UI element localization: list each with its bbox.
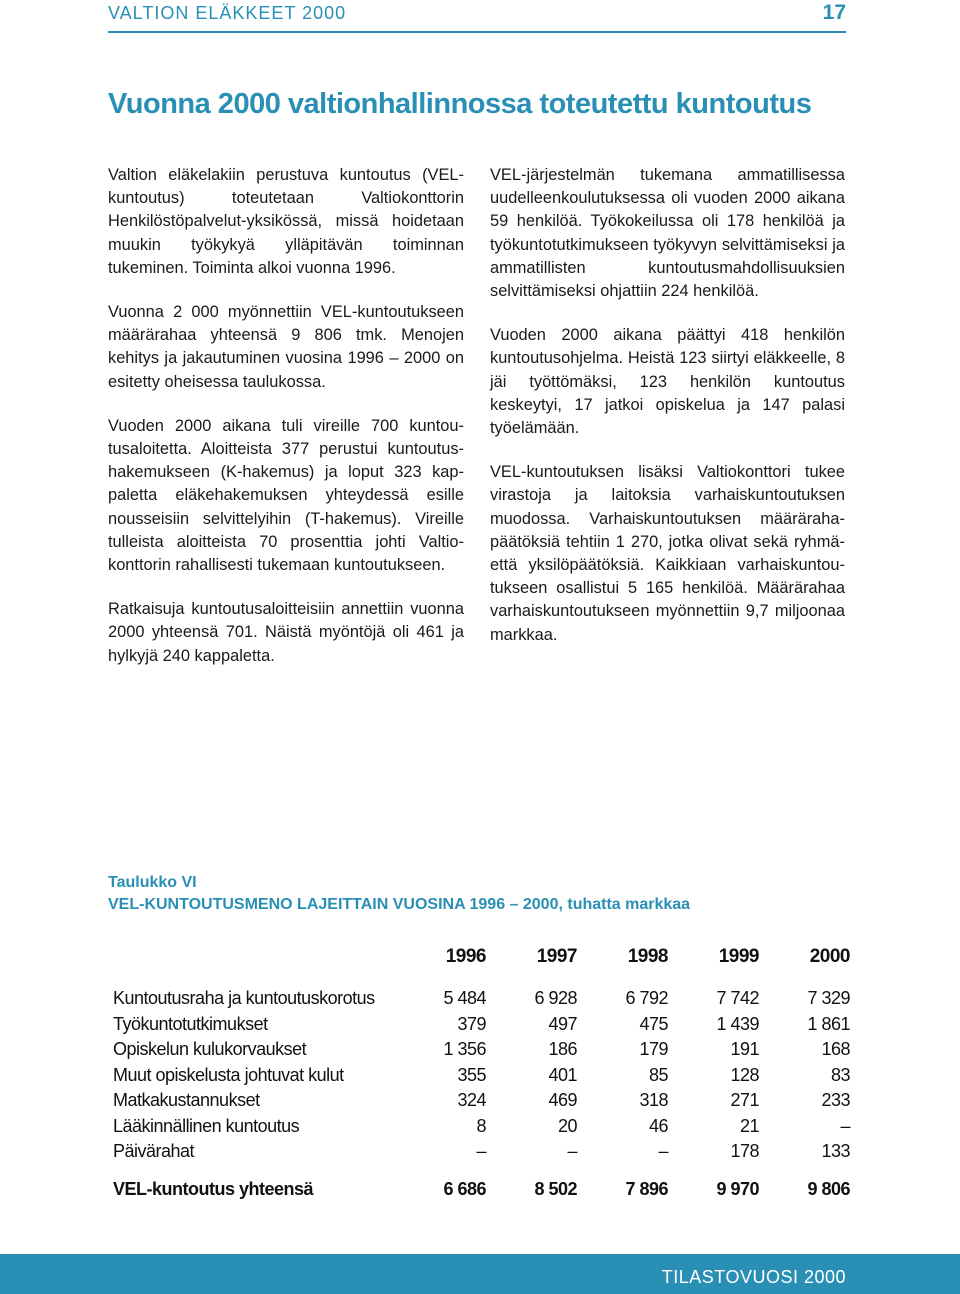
cell-value: 379 xyxy=(457,1013,486,1034)
cell-value: 469 xyxy=(548,1090,577,1111)
table-row xyxy=(113,1088,850,1114)
cell-value: 5 484 xyxy=(443,988,486,1009)
cell-value: 186 xyxy=(548,1039,577,1060)
page-title: Vuonna 2000 valtionhallinnossa toteutettu kuntoutus xyxy=(108,88,812,120)
table-row xyxy=(113,1012,850,1038)
cell-value: 7 896 xyxy=(625,1179,668,1199)
paragraph: Ratkaisuja kuntoutusaloitteisiin annettiin vuonna 2000 yhteensä 701. Näistä myöntöjä oli 461 ja hylkyjä 240 kappaletta. xyxy=(108,600,464,665)
year-header: 1998 xyxy=(627,946,668,967)
row-label: Matkakustannukset xyxy=(113,1090,260,1111)
header-blank xyxy=(113,946,413,980)
cell-value: 7 329 xyxy=(807,988,850,1009)
table-row xyxy=(113,1037,850,1063)
cell-value: 6 686 xyxy=(443,1179,486,1199)
paragraph: Vuonna 2 000 myönnettiin VEL-kuntoutukseen määrärahaa yhteensä 9 806 tmk. Menojen kehitys ja jakautuminen vuosina 1996 – 2000 on esitetty oheisessa taulukossa. xyxy=(108,303,464,391)
paragraph: Vuoden 2000 aikana tuli vireille 700 kuntoutusaloitetta. Aloitteista 377 perustui kuntoutushakemukseen (K-hakemus) ja loput 323 kappaletta eläkehakemuksen yhteydessä esille nousseisiin selvittelyihin (T-hakemus). Vireille tulleista aloitteista 70 prosenttia johti Valtiokonttorin rahallisesti tukemaan kuntoutukseen. xyxy=(108,416,464,575)
row-label: Muut opiskelusta johtuvat kulut xyxy=(113,1064,344,1085)
table-total-row xyxy=(113,1177,850,1203)
row-label: Opiskelun kulukorvaukset xyxy=(113,1039,307,1060)
paragraph: Vuoden 2000 aikana päättyi 418 henkilön kuntoutusohjelma. Heistä 123 siirtyi eläkkeelle, 8 jäi työttömäksi, 123 henkilön kuntoutus keskeytyi, 17 jatkoi opiskelua ja 147 palasi työelämään. xyxy=(490,326,845,438)
left-column xyxy=(108,164,464,689)
row-label: Kuntoutusraha ja kuntoutuskorotus xyxy=(113,988,375,1009)
cell-value: 21 xyxy=(739,1115,759,1136)
table-row xyxy=(113,1139,850,1165)
footer-label: TILASTOVUOSI 2000 xyxy=(661,1267,846,1287)
cell-value: 191 xyxy=(730,1039,759,1060)
cell-value: 7 742 xyxy=(716,988,759,1009)
table-row xyxy=(113,986,850,1012)
cell-value: 85 xyxy=(648,1064,668,1085)
table-number: Taulukko VI xyxy=(108,874,197,891)
cell-value: 355 xyxy=(457,1064,486,1085)
cell-value: 133 xyxy=(821,1141,850,1162)
row-label: Työkuntotutkimukset xyxy=(113,1013,268,1034)
cell-value: 179 xyxy=(639,1039,668,1060)
cell-value: 6 928 xyxy=(534,988,577,1009)
cell-value: – xyxy=(476,1141,486,1162)
row-label: Päivärahat xyxy=(113,1141,195,1162)
cell-value: – xyxy=(567,1141,577,1162)
cell-value: 324 xyxy=(457,1090,486,1111)
cell-value: 8 502 xyxy=(534,1179,577,1199)
cell-value: 401 xyxy=(548,1064,577,1085)
cell-value: 497 xyxy=(548,1013,577,1034)
table-row xyxy=(113,1063,850,1089)
right-column xyxy=(490,164,845,668)
cell-value: 20 xyxy=(557,1115,577,1136)
year-header: 2000 xyxy=(809,946,850,967)
cell-value: – xyxy=(840,1115,850,1136)
paragraph: Valtion eläkelakiin perustuva kuntoutus (VEL-kuntoutus) toteutetaan Valtiokonttorin Henkilöstöpalvelut-yksikössä, missä hoidetaan muukin työkykyä ylläpitävän toiminnan tukeminen. Toiminta alkoi vuonna 1996. xyxy=(108,166,464,277)
table-row xyxy=(113,1114,850,1140)
cell-value: 168 xyxy=(821,1039,850,1060)
table-header-row xyxy=(113,946,850,980)
cell-value: 9 806 xyxy=(807,1179,850,1199)
cell-value: 178 xyxy=(730,1141,759,1162)
cell-value: 1 439 xyxy=(716,1013,759,1034)
cell-value: 128 xyxy=(730,1064,759,1085)
cell-value: 9 970 xyxy=(716,1179,759,1199)
row-label: Lääkinnällinen kuntoutus xyxy=(113,1115,300,1136)
running-header: VALTION ELÄKKEET 2000 xyxy=(108,3,347,23)
paragraph: VEL-kuntoutuksen lisäksi Valtiokonttori tukee virastoja ja laitoksia varhaiskuntoutuksen muodossa. Varhaiskuntoutuksen määrärahapäätöksiä tehtiin 1 270, jotka olivat sekä ryhmäettä yksilöpäätöksiä. Kaikkiaan varhaiskuntoutukseen osallistui 5 165 henkilöä. Määrärahaa varhaiskuntoutukseen myönnettiin 9,7 miljoonaa markkaa. xyxy=(490,463,845,644)
table-title: VEL-KUNTOUTUSMENO LAJEITTAIN VUOSINA 1996 – 2000, tuhatta markkaa xyxy=(108,896,691,913)
expenditure-table xyxy=(113,946,850,1203)
paragraph: VEL-järjestelmän tukemana ammatillisessa uudelleenkoulutuksessa oli vuoden 2000 aikana 59 henkilöä. Työkokeilussa oli 178 henkilöä ja työkuntotutkimukseen työkyvyn selvittämiseksi ja ammatillisten kuntoutusmahdollisuuksien selvittämiseksi ohjattiin 224 henkilöä. xyxy=(490,166,845,301)
cell-value: 271 xyxy=(730,1090,759,1111)
year-header: 1999 xyxy=(718,946,759,967)
cell-value: 8 xyxy=(476,1115,486,1136)
header-divider xyxy=(108,31,846,33)
cell-value: 83 xyxy=(830,1064,850,1085)
cell-value: 6 792 xyxy=(625,988,668,1009)
cell-value: 233 xyxy=(821,1090,850,1111)
year-header: 1996 xyxy=(445,946,486,967)
cell-value: 1 861 xyxy=(807,1013,850,1034)
cell-value: 475 xyxy=(639,1013,668,1034)
table-body xyxy=(113,980,850,1203)
cell-value: 318 xyxy=(639,1090,668,1111)
cell-value: 1 356 xyxy=(443,1039,486,1060)
page-number: 17 xyxy=(822,1,846,24)
row-label: VEL-kuntoutus yhteensä xyxy=(113,1179,314,1199)
year-header: 1997 xyxy=(536,946,577,967)
table-caption xyxy=(108,872,690,916)
cell-value: – xyxy=(658,1141,668,1162)
cell-value: 46 xyxy=(648,1115,668,1136)
